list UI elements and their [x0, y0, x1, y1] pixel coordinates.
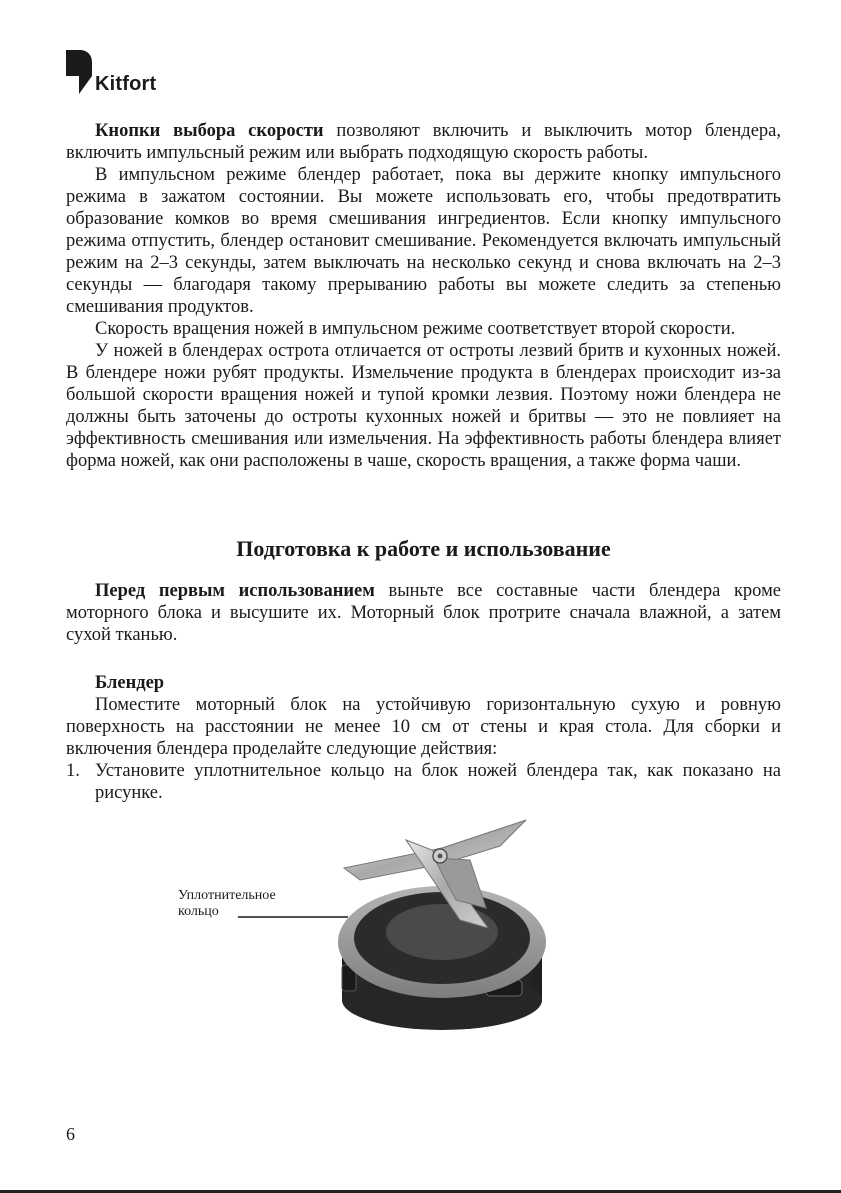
blade-hub [386, 904, 498, 960]
blade-assembly-illustration [170, 800, 570, 1050]
subheading: Блендер [95, 673, 165, 693]
blender-section [66, 672, 781, 804]
paragraph: У ножей в блендерах острота отличается от остроты лезвий бритв и кухонных ножей. В блендере ножи рубят продукты. Измельчение продукта в блендерах происходит из-за большой скорости вращения ножей и тупой кромки лезвия. Поэтому ножи блендера не должны быть заточены до остроты кухонных ножей и бритвы — это не повлияет на эффективность смешивания или измельчения. На эффективность работы блендера влияет форма ножей, как они расположены в чаше, скорость вращения, а также форма чаши. [66, 341, 781, 471]
paragraph [66, 120, 781, 164]
list-item [66, 760, 781, 804]
paragraph [66, 580, 781, 646]
paragraph: Поместите моторный блок на устойчивую горизонтальную сухую и ровную поверхность на расстоянии не менее 10 см от стены и края стола. Для сборки и включения блендера проделайте следующие действия: [66, 695, 781, 759]
speed-buttons-section [66, 120, 781, 472]
blade-assembly-figure [170, 800, 570, 1050]
callout-line-1: Уплотнительное [178, 888, 276, 903]
first-use-section [66, 580, 781, 646]
callout-line-2: кольцо [178, 904, 219, 919]
paragraph-text: выньте все составные части блендера кроме моторного блока и высушите их. Моторный блок протрите сначала влажной, а затем сухой тканью. [66, 581, 781, 645]
section-title: Подготовка к работе и использование [236, 536, 611, 561]
paragraph: В импульсном режиме блендер работает, пока вы держите кнопку импульсного режима в зажатом состоянии. Вы можете использовать его, чтобы предотвратить образование комков во время смешивания ингредиентов. Если кнопку импульсного режима отпустить, блендер остановит смешивание. Рекомендуется включать импульсный режим на 2–3 секунды, затем выключать на несколько секунд и снова включать на 2–3 секунды — благодаря такому прерыванию работы вы можете следить за степенью смешивания продуктов. [66, 165, 781, 317]
lead-text: Кнопки выбора скорости [95, 121, 324, 141]
list-item-text: Установите уплотнительное кольцо на блок ножей блендера так, как показано на рисунке. [95, 761, 781, 803]
list-item-number: 1. [66, 761, 80, 781]
lead-text: Перед первым использованием [95, 581, 375, 601]
kitfort-logo-icon [66, 50, 92, 94]
page-number: 6 [66, 1124, 75, 1144]
paragraph: Скорость вращения ножей в импульсном режиме соответствует второй скорости. [95, 319, 736, 339]
blade-nut-center [438, 854, 443, 859]
callout-label [178, 888, 276, 920]
kitfort-logo [66, 50, 156, 94]
brand-name: Kitfort [95, 73, 157, 95]
paragraph-text: позволяют включить и выключить мотор блендера, включить импульсный режим или выбрать подходящую скорость работы. [66, 121, 781, 163]
